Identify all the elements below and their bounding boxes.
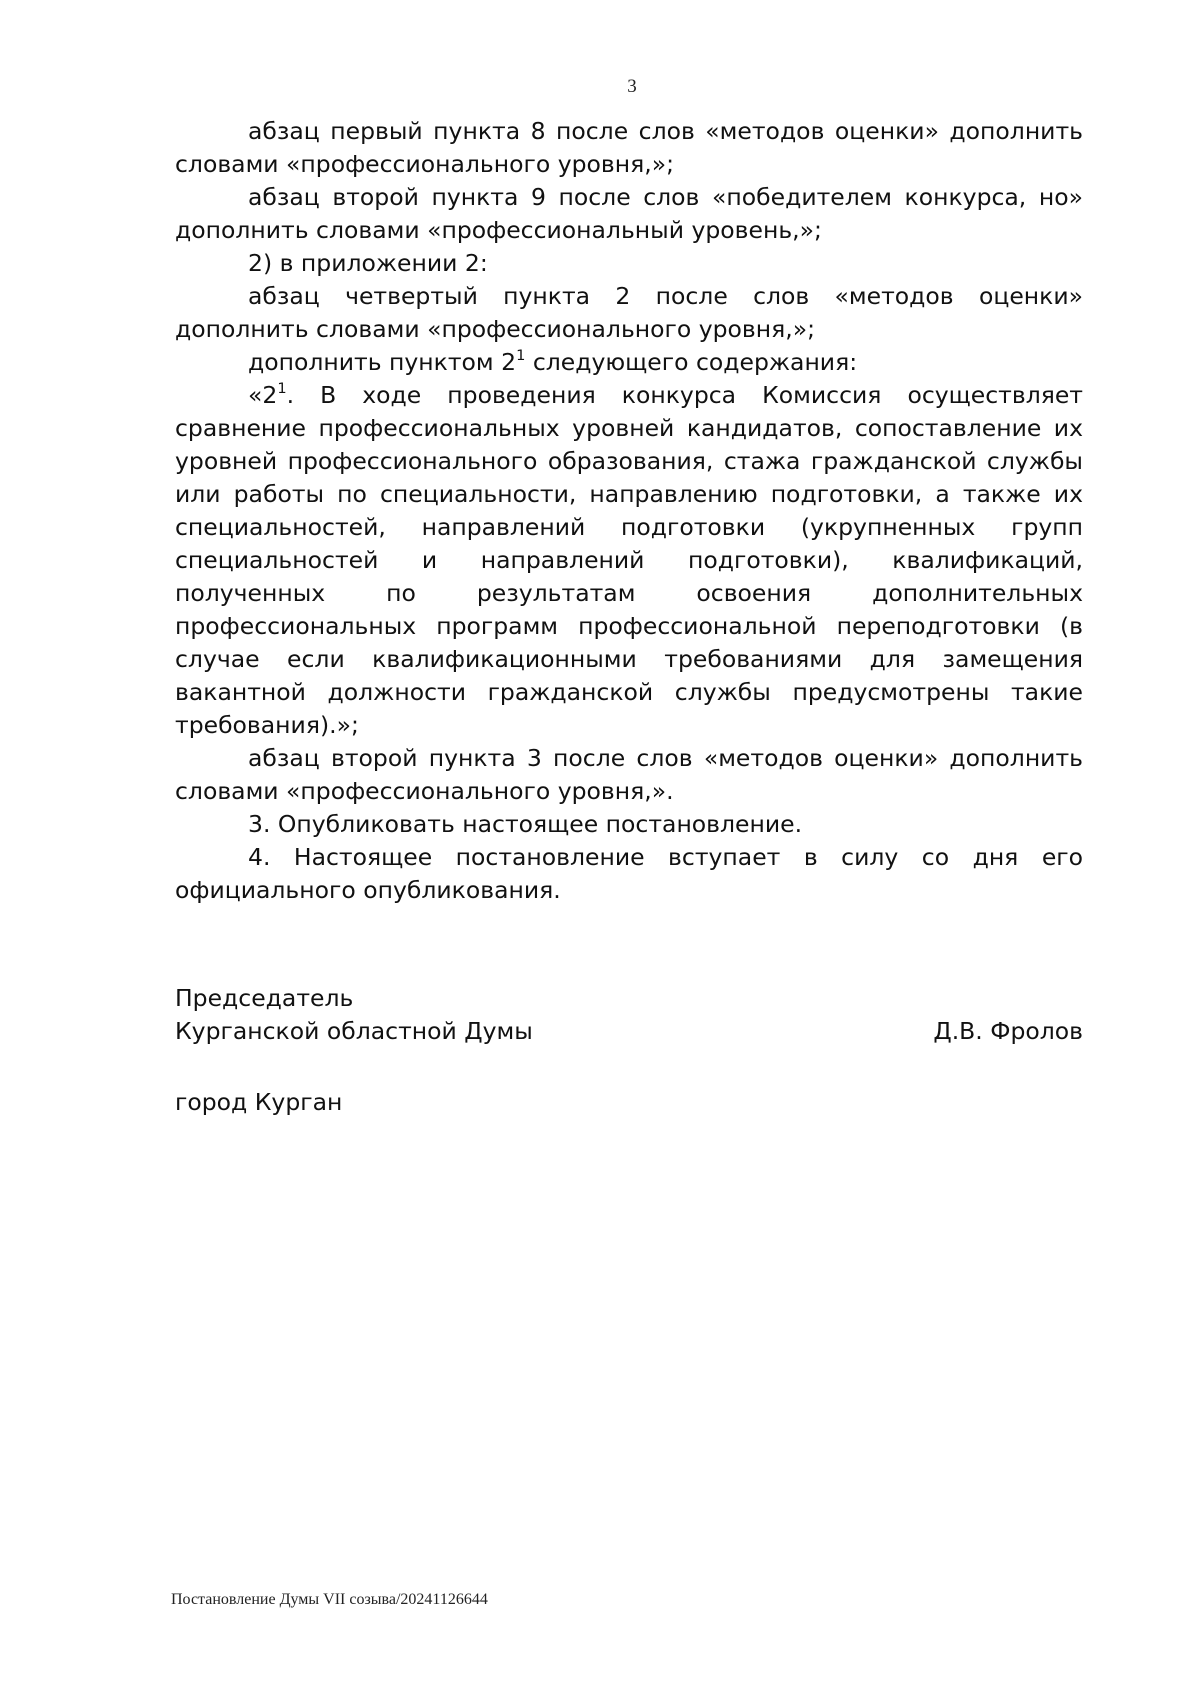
signature-row — [175, 1015, 1083, 1048]
paragraph-6 — [175, 379, 1083, 742]
superscript: 1 — [277, 379, 287, 397]
paragraph-6-text: «2 — [248, 381, 278, 409]
paragraph-6-text-end: . В ходе проведения конкурса Комиссия осуществляет сравнение профессиональных уровней кандидатов, сопоставление их уровней профессионального образования, стажа гражданской службы или работы по специальности, направлению подготовки, а также их специальностей, направлений подготовки (укрупненных групп специальностей и направлений подготовки), квалификаций, полученных по результатам освоения дополнительных профессиональных программ профессиональной переподготовки (в случае если квалификационными требованиями для замещения вакантной должности гражданской службы предусмотрены такие требования).»; — [175, 381, 1083, 739]
paragraph-1: абзац первый пункта 8 после слов «методов оценки» дополнить словами «профессионального уровня,»; — [175, 117, 1083, 178]
signer-position-line2: Курганской областной Думы — [175, 1017, 533, 1045]
signature-block — [175, 982, 1083, 1048]
paragraph-8: 3. Опубликовать настоящее постановление. — [248, 810, 803, 838]
paragraph-5-text: дополнить пунктом 2 — [248, 348, 517, 376]
paragraph-3: 2) в приложении 2: — [248, 249, 488, 277]
paragraph-5 — [175, 346, 1083, 379]
superscript: 1 — [516, 346, 526, 364]
paragraph-5-text-end: следующего содержания: — [525, 348, 858, 376]
document-body — [175, 115, 1083, 907]
paragraph-7: абзац второй пункта 3 после слов «методов оценки» дополнить словами «профессионального уровня,». — [175, 744, 1083, 805]
paragraph-9: 4. Настоящее постановление вступает в силу со дня его официального опубликования. — [175, 843, 1083, 904]
paragraph-2: абзац второй пункта 9 после слов «победителем конкурса, но» дополнить словами «профессиональный уровень,»; — [175, 183, 1083, 244]
signer-position-line1: Председатель — [175, 984, 354, 1012]
document-footer: Постановление Думы VII созыва/20241126644 — [171, 1591, 488, 1608]
paragraph-4: абзац четвертый пункта 2 после слов «методов оценки» дополнить словами «профессионального уровня,»; — [175, 282, 1083, 343]
signer-name: Д.В. Фролов — [933, 1017, 1083, 1045]
city: город Курган — [175, 1088, 343, 1116]
page-number: 3 — [627, 76, 637, 97]
